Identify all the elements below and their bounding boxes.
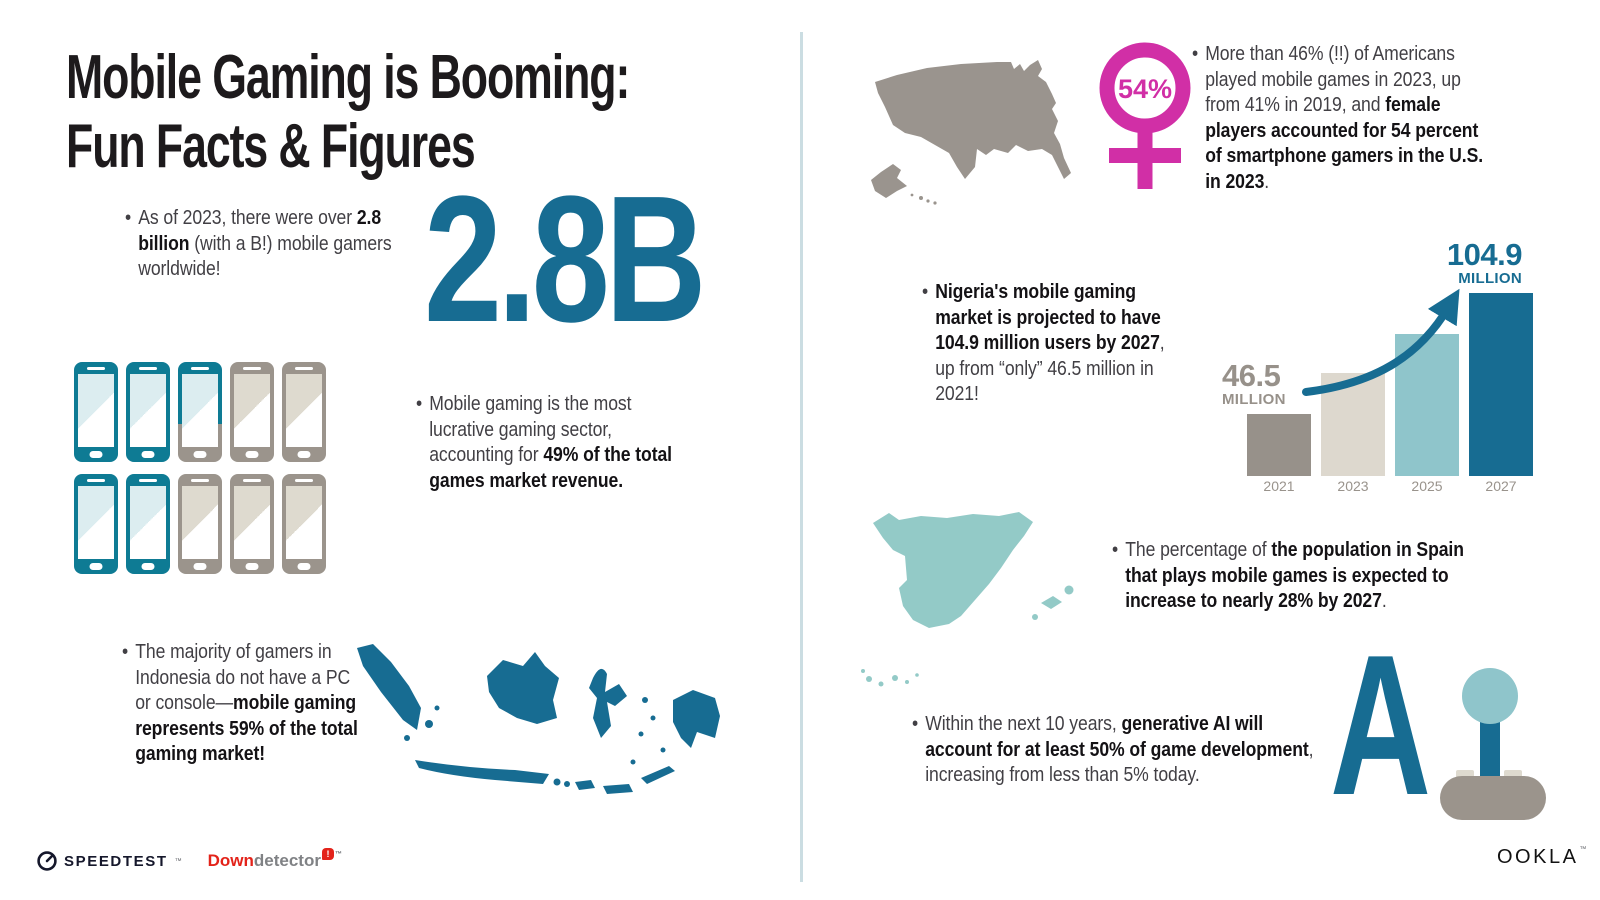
- chart-xlabel-2027: 2027: [1485, 478, 1517, 494]
- fact-spain-text: The percentage of the population in Spain that plays mobile games is expected to increase to nearly 28% by 2027.: [1125, 539, 1464, 613]
- chart-bar-2023: [1321, 373, 1385, 476]
- joystick-icon: [1438, 666, 1548, 826]
- ai-letter-a: A: [1330, 614, 1432, 837]
- big-stat-2-8b: 2.8B: [424, 159, 702, 360]
- indonesia-map-icon: [345, 642, 720, 814]
- ookla-wordmark: OOKLA: [1497, 846, 1579, 868]
- phone-icon-gray: [230, 362, 274, 462]
- downdetector-alert-icon: !: [322, 848, 334, 860]
- fact-gamers-text: As of 2023, there were over 2.8 billion (with a B!) mobile gamers worldwide!: [138, 207, 392, 281]
- phone-icon-teal: [126, 474, 170, 574]
- female-badge-percent: 54%: [1117, 74, 1173, 104]
- phone-icon-gray: [282, 474, 326, 574]
- chart-bar-2027: [1469, 293, 1533, 476]
- bullet-dot: •: [416, 393, 423, 415]
- phone-icon-split: [178, 362, 222, 462]
- spain-map-icon: [855, 483, 1100, 695]
- downdetector-word-down: Down: [207, 851, 254, 870]
- bullet-dot: •: [1112, 539, 1119, 561]
- phone-icon-gray: [230, 474, 274, 574]
- bullet-dot: •: [912, 713, 919, 735]
- fact-us: [1192, 42, 1489, 196]
- bullet-dot: •: [125, 207, 132, 229]
- speedtest-logo: [36, 850, 182, 872]
- speedtest-wordmark: SPEEDTEST: [64, 852, 168, 870]
- title-line-1: Mobile Gaming is Booming:: [66, 43, 630, 112]
- title-line-2: Fun Facts & Figures: [66, 111, 475, 181]
- footer-brand-logos: [36, 850, 342, 872]
- chart-annotation-2027: 104.9 MILLION: [1446, 237, 1522, 287]
- fact-spain: [1112, 538, 1499, 615]
- phone-icon-gray: [178, 474, 222, 574]
- chart-annotation-2021: 46.5 MILLION: [1222, 358, 1286, 408]
- fact-us-text: More than 46% (!!) of Americans played mobile games in 2023, up from 41% in 2019, and female players accounted for 54 percent of smartphone gamers in the U.S. in 2023.: [1205, 43, 1484, 193]
- bullet-dot: •: [1192, 43, 1199, 65]
- speedtest-trademark: ™: [174, 857, 182, 865]
- downdetector-trademark: ™: [334, 851, 342, 858]
- ookla-trademark: ™: [1579, 846, 1589, 853]
- phone-icon-teal: [74, 362, 118, 462]
- phone-icon-teal: [126, 362, 170, 462]
- us-map-icon: [865, 40, 1100, 208]
- downdetector-logo: [208, 851, 342, 871]
- chart-xlabel-2025: 2025: [1411, 478, 1443, 494]
- phone-icon-gray: [282, 362, 326, 462]
- fact-ai-text: Within the next 10 years, generative AI will account for at least 50% of game development, increasing from less than 5% today.: [925, 713, 1314, 787]
- phone-icon-teal: [74, 474, 118, 574]
- fact-gamers: [125, 206, 408, 283]
- bullet-dot: •: [122, 641, 129, 663]
- bullet-dot: •: [922, 281, 929, 303]
- ookla-logo: [1497, 846, 1589, 869]
- fact-indonesia: [122, 640, 370, 768]
- column-divider: [800, 32, 803, 882]
- female-symbol-icon: [1090, 36, 1200, 196]
- speedtest-gauge-icon: [36, 850, 58, 872]
- fact-nigeria-text: Nigeria's mobile gaming market is projected to have 104.9 million users by 2027, up from “only” 46.5 million in 2021!: [935, 281, 1165, 406]
- fact-indonesia-text: The majority of gamers in Indonesia do not have a PC or console—mobile gaming represents 59% of the total gaming market!: [135, 641, 358, 766]
- chart-xlabel-2023: 2023: [1337, 478, 1369, 494]
- fact-revenue-text: Mobile gaming is the most lucrative gaming sector, accounting for 49% of the total games market revenue.: [429, 393, 672, 492]
- chart-bar-2025: [1395, 334, 1459, 476]
- nigeria-users-chart: [1222, 237, 1534, 494]
- fact-revenue: [416, 392, 680, 494]
- chart-xlabel-2021: 2021: [1263, 478, 1295, 494]
- fact-nigeria: [922, 280, 1186, 408]
- phone-grid: [74, 362, 328, 574]
- fact-ai: [912, 712, 1315, 789]
- downdetector-word-detector: detector: [253, 851, 321, 870]
- chart-bar-2021: [1247, 414, 1311, 476]
